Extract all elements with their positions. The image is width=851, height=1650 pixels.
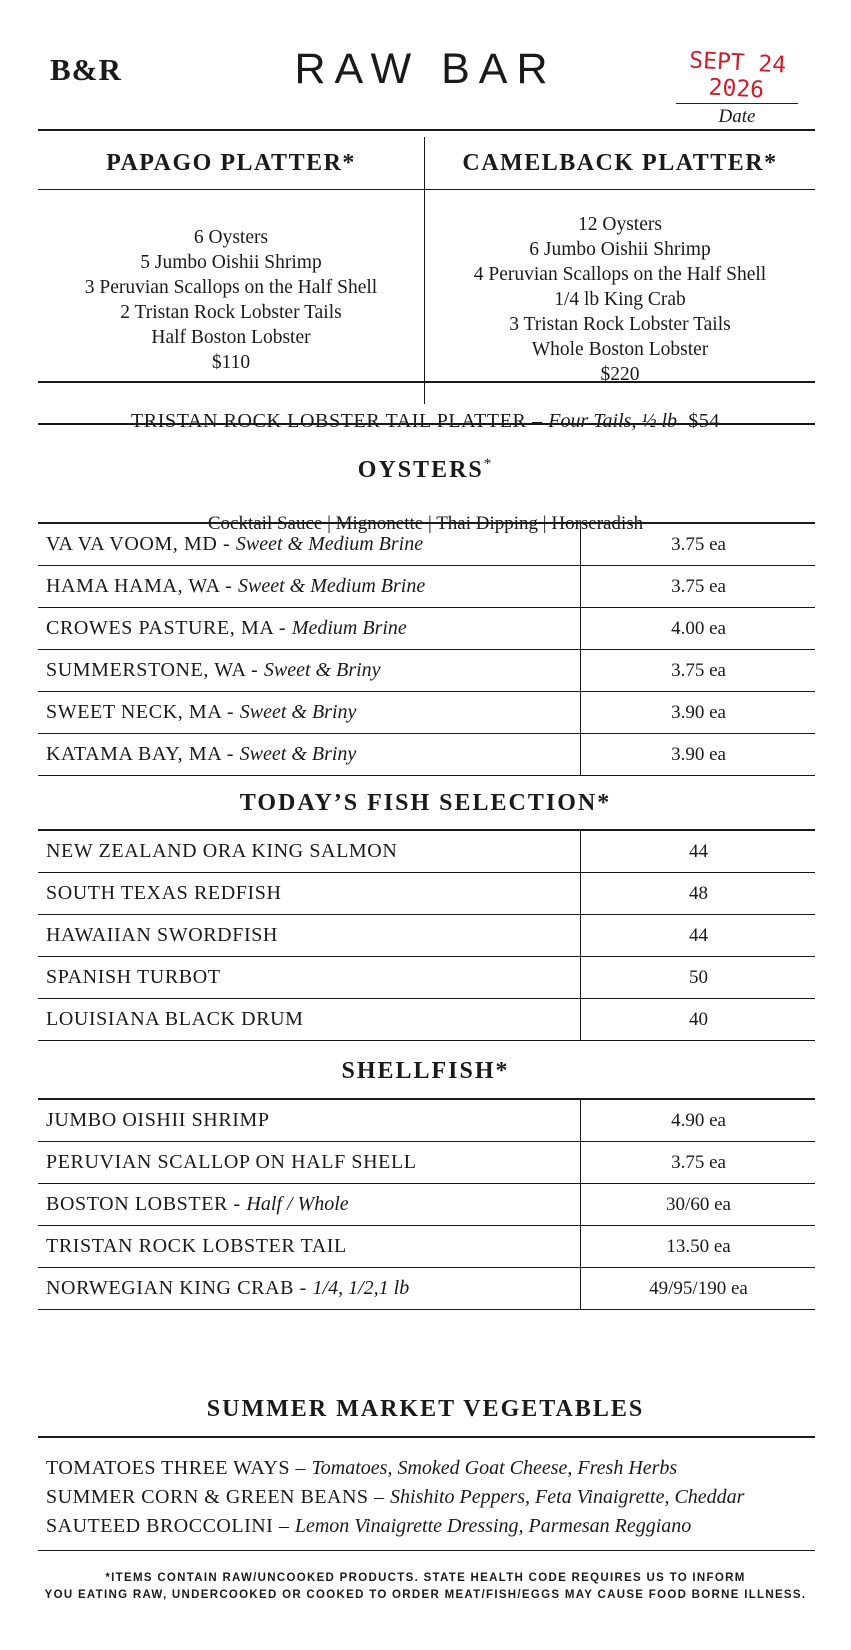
- table-row: [38, 831, 815, 873]
- item-title: SAUTEED BROCCOLINI –: [46, 1515, 290, 1537]
- item-price: 40: [580, 999, 816, 1040]
- fish-table: [38, 829, 815, 1041]
- item-price: 4.00 ea: [580, 608, 816, 649]
- platter-item: 12 Oysters: [578, 214, 662, 235]
- list-item: [46, 1483, 744, 1512]
- item-name: [46, 734, 356, 775]
- item-desc: Medium Brine: [291, 617, 407, 639]
- item-title: KATAMA BAY, MA -: [46, 743, 235, 765]
- item-desc: Sweet & Medium Brine: [235, 533, 424, 555]
- item-name: [46, 692, 356, 733]
- item-name: [46, 524, 423, 565]
- list-item: [46, 1512, 744, 1541]
- item-name: [46, 566, 425, 607]
- logo: B&R: [50, 52, 122, 87]
- platter-item: 5 Jumbo Oishii Shrimp: [140, 252, 322, 273]
- table-row: [38, 915, 815, 957]
- item-title: HAMA HAMA, WA -: [46, 575, 233, 597]
- platter-name: CAMELBACK PLATTER*: [425, 137, 815, 190]
- platter-price: $220: [600, 364, 640, 385]
- menu-header: [0, 0, 851, 130]
- platter-item: 3 Peruvian Scallops on the Half Shell: [84, 277, 378, 298]
- platter-item: Half Boston Lobster: [151, 327, 311, 348]
- item-price: 3.75 ea: [580, 524, 816, 565]
- item-name: SPANISH TURBOT: [46, 966, 221, 988]
- item-name: LOUISIANA BLACK DRUM: [46, 1008, 304, 1030]
- item-title: TOMATOES THREE WAYS –: [46, 1457, 306, 1479]
- item-desc: Sweet & Briny: [239, 743, 357, 765]
- item-title: BOSTON LOBSTER -: [46, 1193, 241, 1215]
- table-row: [38, 1184, 815, 1226]
- item-desc: Lemon Vinaigrette Dressing, Parmesan Reggiano: [294, 1515, 692, 1537]
- asterisk: *: [483, 456, 494, 472]
- oysters-table: [38, 522, 815, 776]
- item-desc: Shishito Peppers, Feta Vinaigrette, Cheddar: [390, 1486, 745, 1508]
- item-name: [46, 1268, 409, 1309]
- list-item: [46, 1454, 744, 1483]
- platter-item: 6 Jumbo Oishii Shrimp: [529, 239, 711, 260]
- oyster-sauces: Cocktail Sauce | Mignonette | Thai Dipping | Horseradish: [207, 513, 644, 534]
- lobster-platter-price: $54: [688, 410, 721, 432]
- table-row: [38, 524, 815, 566]
- item-price: 44: [580, 831, 816, 872]
- item-price: 30/60 ea: [580, 1184, 816, 1225]
- table-row: [38, 873, 815, 915]
- item-title: SUMMER CORN & GREEN BEANS –: [46, 1486, 385, 1508]
- disclaimer-line: *ITEMS CONTAIN RAW/UNCOOKED PRODUCTS. STATE HEALTH CODE REQUIRES US TO INFORM: [105, 1572, 746, 1584]
- item-title: TRISTAN ROCK LOBSTER TAIL: [46, 1235, 347, 1257]
- item-name: [46, 608, 407, 649]
- item-desc: Tomatoes, Smoked Goat Cheese, Fresh Herbs: [311, 1457, 678, 1479]
- item-title: NORWEGIAN KING CRAB -: [46, 1277, 307, 1299]
- item-desc: Half / Whole: [246, 1193, 349, 1215]
- item-price: 13.50 ea: [580, 1226, 816, 1267]
- item-desc: Sweet & Medium Brine: [238, 575, 426, 597]
- section-title-shellfish: SHELLFISH*: [341, 1058, 510, 1084]
- table-row: [38, 1142, 815, 1184]
- shellfish-table: [38, 1098, 815, 1310]
- lobster-platter-desc: Four Tails, ½ lb: [548, 410, 678, 432]
- item-price: 3.90 ea: [580, 692, 816, 733]
- platter-name: PAPAGO PLATTER*: [38, 137, 424, 190]
- item-desc: Sweet & Briny: [263, 659, 381, 681]
- item-price: 50: [580, 957, 816, 998]
- table-row: [38, 734, 815, 776]
- item-name: [46, 650, 381, 691]
- divider: [38, 1550, 815, 1551]
- platter-items: [425, 190, 815, 387]
- item-title: PERUVIAN SCALLOP ON HALF SHELL: [46, 1151, 417, 1173]
- table-row: [38, 1226, 815, 1268]
- platter-item: Whole Boston Lobster: [531, 339, 709, 360]
- item-desc: 1/4, 1/2,1 lb: [312, 1277, 410, 1299]
- table-row: [38, 566, 815, 608]
- item-price: 3.75 ea: [580, 566, 816, 607]
- section-title-oysters: [0, 456, 851, 484]
- item-price: 48: [580, 873, 816, 914]
- item-price: 49/95/190 ea: [580, 1268, 816, 1309]
- item-title: VA VA VOOM, MD -: [46, 533, 231, 555]
- item-name: NEW ZEALAND ORA KING SALMON: [46, 840, 398, 862]
- table-row: [38, 1268, 815, 1310]
- item-price: 3.75 ea: [580, 650, 816, 691]
- lobster-platter-name: TRISTAN ROCK LOBSTER TAIL PLATTER –: [130, 410, 543, 432]
- item-desc: Sweet & Briny: [239, 701, 357, 723]
- date-stamp: [672, 47, 802, 128]
- disclaimer-line: YOU EATING RAW, UNDERCOOKED OR COOKED TO ORDER MEAT/FISH/EGGS MAY CAUSE FOOD BORNE ILLNESS.: [44, 1589, 807, 1601]
- divider: [38, 1436, 815, 1438]
- table-row: [38, 692, 815, 734]
- divider: [38, 129, 815, 131]
- section-title-fish: TODAY’S FISH SELECTION*: [239, 790, 612, 816]
- item-title: JUMBO OISHII SHRIMP: [46, 1109, 270, 1131]
- item-name: [46, 1226, 347, 1267]
- item-title: SWEET NECK, MA -: [46, 701, 235, 723]
- date-label: Date: [718, 106, 756, 127]
- item-name: [46, 1142, 417, 1183]
- section-title-vegetables: SUMMER MARKET VEGETABLES: [206, 1396, 645, 1422]
- platter-item: 3 Tristan Rock Lobster Tails: [509, 314, 731, 335]
- table-row: [38, 999, 815, 1041]
- platter-price: $110: [211, 352, 251, 373]
- section-title-text: OYSTERS: [357, 457, 484, 483]
- divider: [38, 423, 815, 425]
- platter-items: [38, 190, 424, 375]
- vegetables-list: [46, 1454, 744, 1541]
- lobster-tail-platter: [0, 410, 851, 433]
- table-row: [38, 608, 815, 650]
- divider: [38, 381, 815, 383]
- item-name: [46, 1184, 349, 1225]
- table-row: [38, 957, 815, 999]
- item-name: HAWAIIAN SWORDFISH: [46, 924, 278, 946]
- item-name: [46, 1100, 270, 1141]
- platter-camelback: [425, 137, 815, 404]
- health-disclaimer: [0, 1570, 851, 1604]
- item-title: CROWES PASTURE, MA -: [46, 617, 287, 639]
- item-price: 44: [580, 915, 816, 956]
- platter-item: 1/4 lb King Crab: [554, 289, 686, 310]
- item-title: SUMMERSTONE, WA -: [46, 659, 259, 681]
- platters-section: [38, 137, 815, 404]
- date-value: SEPT 24 2026: [688, 47, 787, 104]
- item-price: 4.90 ea: [580, 1100, 816, 1141]
- platter-item: 6 Oysters: [193, 227, 269, 248]
- item-name: SOUTH TEXAS REDFISH: [46, 882, 282, 904]
- platter-item: 2 Tristan Rock Lobster Tails: [120, 302, 342, 323]
- table-row: [38, 650, 815, 692]
- platter-item: 4 Peruvian Scallops on the Half Shell: [473, 264, 767, 285]
- item-price: 3.90 ea: [580, 734, 816, 775]
- item-price: 3.75 ea: [580, 1142, 816, 1183]
- platter-papago: [38, 137, 424, 404]
- table-row: [38, 1100, 815, 1142]
- page-title: RAW BAR: [294, 45, 557, 93]
